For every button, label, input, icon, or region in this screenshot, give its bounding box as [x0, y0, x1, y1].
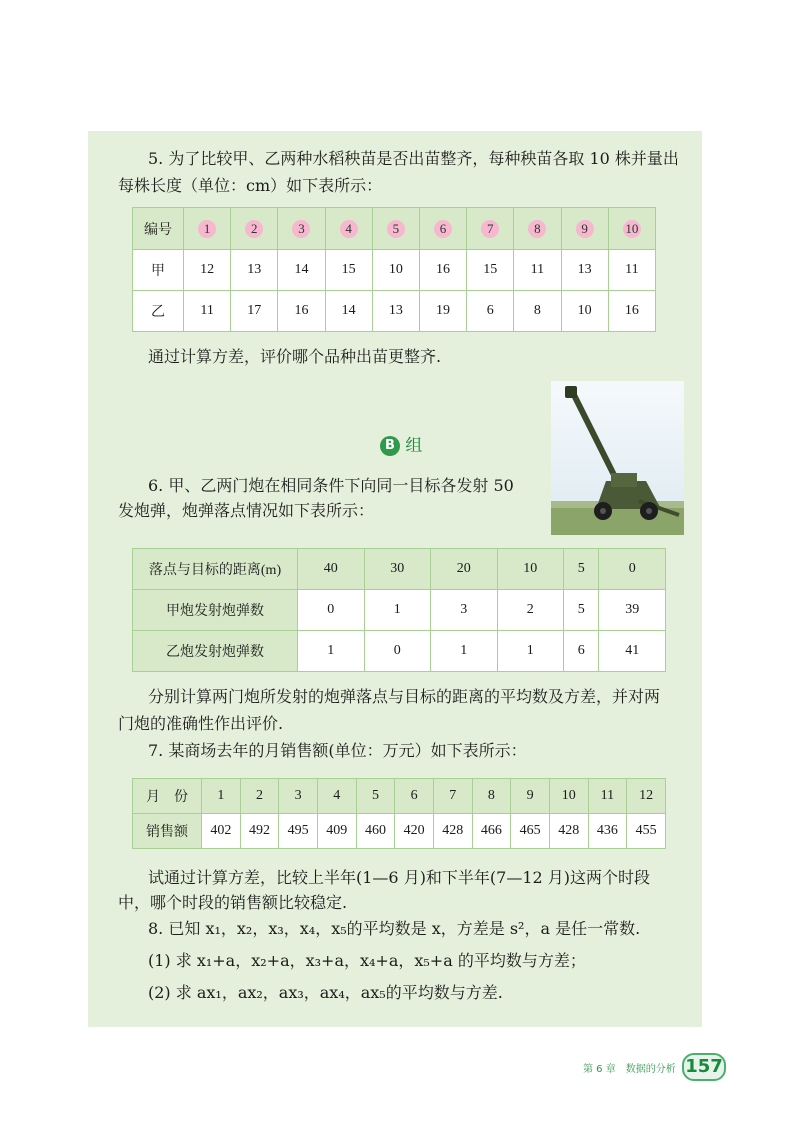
q5-id-cell: [608, 208, 655, 250]
q7-value-cell: 436: [588, 814, 627, 849]
q7-value-cell: 5: [356, 779, 395, 814]
q6-task-line1: 分别计算两门炮所发射的炮弹落点与目标的距离的平均数及方差，并对两: [148, 687, 661, 706]
q5-value-cell: 15: [325, 250, 372, 291]
q7-row-label: 销售额: [133, 814, 202, 849]
page-number: 157: [682, 1053, 726, 1081]
id-circle: 7: [481, 220, 499, 238]
q7-value-cell: 420: [395, 814, 434, 849]
q5-id-cell: [419, 208, 466, 250]
q5-value-cell: 6: [467, 291, 514, 332]
q7-task-line1: 试通过计算方差，比较上半年(1—6 月)和下半年(7—12 月)这两个时段: [148, 868, 651, 887]
q5-id-cell: [278, 208, 325, 250]
q6-row-label: 甲炮发射炮弹数: [133, 590, 298, 631]
id-circle: 6: [434, 220, 452, 238]
q5-value-cell: 16: [278, 291, 325, 332]
q5-row-label: 甲: [133, 250, 184, 291]
q5-line1: 5. 为了比较甲、乙两种水稻秧苗是否出苗整齐，每种秧苗各取 10 株并量出: [148, 149, 679, 168]
q5-id-cell: [231, 208, 278, 250]
q7-value-cell: 6: [395, 779, 434, 814]
q6-value-cell: 41: [599, 631, 666, 672]
q6-task-line2: 门炮的准确性作出评价.: [118, 714, 284, 733]
id-circle: 4: [340, 220, 358, 238]
q7-value-cell: 495: [279, 814, 318, 849]
q8-line1: 8. 已知 x₁，x₂，x₃，x₄，x₅的平均数是 x，方差是 s²，a 是任一常数.: [148, 919, 641, 938]
q5-value-cell: 13: [372, 291, 419, 332]
q7-value-cell: 4: [317, 779, 356, 814]
q7-value-cell: 455: [627, 814, 666, 849]
id-circle: 8: [528, 220, 546, 238]
q6-line2: 发炮弹，炮弹落点情况如下表所示：: [118, 501, 375, 520]
q5-value-cell: 16: [608, 291, 655, 332]
q5-value-cell: 11: [608, 250, 655, 291]
q6-value-cell: 0: [599, 549, 666, 590]
q6-value-cell: 40: [298, 549, 365, 590]
q6-table: [132, 548, 666, 672]
q6-value-cell: 20: [431, 549, 498, 590]
group-b-badge: B: [380, 436, 400, 456]
q7-value-cell: 402: [202, 814, 241, 849]
q6-value-cell: 3: [431, 590, 498, 631]
q7-value-cell: 466: [472, 814, 511, 849]
q6-value-cell: 39: [599, 590, 666, 631]
q5-id-cell: [561, 208, 608, 250]
q7-value-cell: 9: [511, 779, 550, 814]
q5-value-cell: 13: [561, 250, 608, 291]
q7-value-cell: 3: [279, 779, 318, 814]
q5-task: 通过计算方差，评价哪个品种出苗更整齐.: [148, 347, 442, 366]
q6-value-cell: 1: [431, 631, 498, 672]
q6-line1: 6. 甲、乙两门炮在相同条件下向同一目标各发射 50: [148, 476, 514, 495]
id-circle: 5: [387, 220, 405, 238]
q5-value-cell: 14: [278, 250, 325, 291]
q6-row-label: 落点与目标的距离(m): [133, 549, 298, 590]
q5-value-cell: 8: [514, 291, 561, 332]
q7-row-label: 月 份: [133, 779, 202, 814]
id-circle: 2: [245, 220, 263, 238]
q5-value-cell: 15: [467, 250, 514, 291]
q6-value-cell: 5: [564, 590, 599, 631]
q6-value-cell: 1: [497, 631, 564, 672]
q5-row-label: 乙: [133, 291, 184, 332]
q7-value-cell: 1: [202, 779, 241, 814]
q5-value-cell: 19: [419, 291, 466, 332]
q7-value-cell: 465: [511, 814, 550, 849]
q7-value-cell: 8: [472, 779, 511, 814]
q5-value-cell: 10: [372, 250, 419, 291]
q6-value-cell: 1: [298, 631, 365, 672]
q5-id-cell: [467, 208, 514, 250]
q8-line2: (1) 求 x₁+a，x₂+a，x₃+a，x₄+a，x₅+a 的平均数与方差；: [148, 951, 586, 970]
q5-id-cell: [184, 208, 231, 250]
howitzer-photo: [551, 381, 684, 535]
q7-value-cell: 7: [433, 779, 472, 814]
q6-value-cell: 5: [564, 549, 599, 590]
q5-value-cell: 13: [231, 250, 278, 291]
q5-value-cell: 12: [184, 250, 231, 291]
q6-value-cell: 10: [497, 549, 564, 590]
id-circle: 3: [292, 220, 310, 238]
q6-value-cell: 30: [364, 549, 431, 590]
q5-value-cell: 14: [325, 291, 372, 332]
q6-row-label: 乙炮发射炮弹数: [133, 631, 298, 672]
q5-id-cell: [514, 208, 561, 250]
q7-value-cell: 11: [588, 779, 627, 814]
chapter-title: 第 6 章 数据的分析: [583, 1064, 676, 1075]
q5-id-cell: [325, 208, 372, 250]
q5-value-cell: 10: [561, 291, 608, 332]
q6-value-cell: 0: [364, 631, 431, 672]
q6-value-cell: 6: [564, 631, 599, 672]
group-b-heading: [380, 431, 422, 456]
id-circle: 10: [623, 220, 641, 238]
q7-value-cell: 2: [240, 779, 279, 814]
q5-value-cell: 16: [419, 250, 466, 291]
q8-line3: (2) 求 ax₁，ax₂，ax₃，ax₄，ax₅的平均数与方差.: [148, 983, 503, 1002]
id-circle: 1: [198, 220, 216, 238]
q7-line1: 7. 某商场去年的月销售额(单位：万元）如下表所示：: [148, 741, 527, 760]
q5-line2: 每株长度（单位：cm）如下表所示：: [118, 176, 383, 195]
q7-table: [132, 778, 666, 849]
q5-table: [132, 207, 656, 332]
q6-value-cell: 2: [497, 590, 564, 631]
q7-task-line2: 中，哪个时段的销售额比较稳定.: [118, 893, 348, 912]
q7-value-cell: 428: [549, 814, 588, 849]
q6-value-cell: 1: [364, 590, 431, 631]
q5-id-cell: [372, 208, 419, 250]
q5-value-cell: 17: [231, 291, 278, 332]
q5-value-cell: 11: [184, 291, 231, 332]
q7-value-cell: 409: [317, 814, 356, 849]
q7-value-cell: 492: [240, 814, 279, 849]
q5-value-cell: 11: [514, 250, 561, 291]
q7-value-cell: 10: [549, 779, 588, 814]
q7-value-cell: 460: [356, 814, 395, 849]
q6-value-cell: 0: [298, 590, 365, 631]
group-b-label: 组: [405, 436, 423, 456]
q5-head-label: 编号: [133, 208, 184, 250]
q7-value-cell: 12: [627, 779, 666, 814]
q7-value-cell: 428: [433, 814, 472, 849]
id-circle: 9: [576, 220, 594, 238]
